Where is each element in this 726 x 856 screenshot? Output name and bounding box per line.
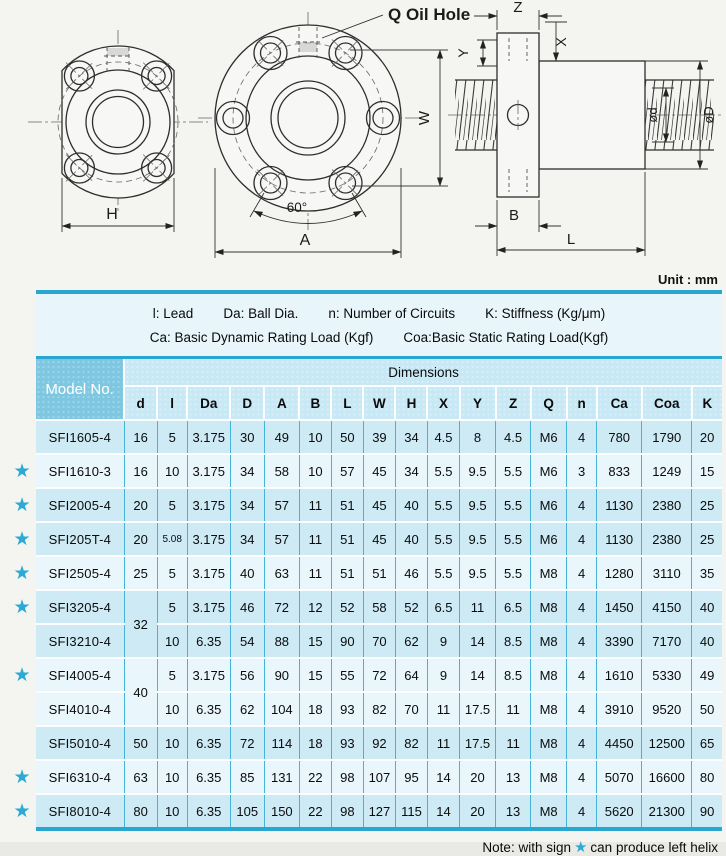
cell-X: 5.5 <box>427 556 459 590</box>
cell-L: 51 <box>331 522 363 556</box>
cell-l: 5 <box>157 590 187 624</box>
cell-Da: 3.175 <box>187 556 230 590</box>
cell-l: 5 <box>157 488 187 522</box>
cell-X: 14 <box>427 794 459 829</box>
table-row <box>8 488 722 522</box>
cell-K: 49 <box>692 658 722 692</box>
cell-Da: 6.35 <box>187 760 230 794</box>
cell-Da: 3.175 <box>187 420 230 454</box>
cell-Q: M8 <box>531 726 567 760</box>
cell-L: 51 <box>331 556 363 590</box>
cell-L: 55 <box>331 658 363 692</box>
cell-H: 40 <box>395 522 427 556</box>
cell-Z: 11 <box>496 692 531 726</box>
cell-A: 88 <box>264 624 299 658</box>
cell-Y: 11 <box>460 590 496 624</box>
col-header-L: L <box>331 386 363 420</box>
legend-row <box>8 292 722 358</box>
cell-Q: M6 <box>531 522 567 556</box>
cell-B: 11 <box>299 556 331 590</box>
cell-B: 15 <box>299 624 331 658</box>
cell-X: 4.5 <box>427 420 459 454</box>
dim-label-od-nut: øD <box>701 106 716 124</box>
cell-H: 95 <box>395 760 427 794</box>
cell-H: 40 <box>395 488 427 522</box>
star-gutter <box>8 420 36 454</box>
cell-Z: 13 <box>496 794 531 829</box>
cell-Z: 11 <box>496 726 531 760</box>
col-header-B: B <box>299 386 331 420</box>
col-header-Q: Q <box>531 386 567 420</box>
cell-l: 10 <box>157 794 187 829</box>
col-header-D: D <box>230 386 264 420</box>
legend-item: Da: Ball Dia. <box>223 306 299 321</box>
cell-B: 18 <box>299 726 331 760</box>
cell-Ca: 4450 <box>597 726 642 760</box>
cell-Ca: 1130 <box>597 522 642 556</box>
cell-Da: 3.175 <box>187 590 230 624</box>
col-header-X: X <box>427 386 459 420</box>
cell-Coa: 7170 <box>642 624 692 658</box>
legend-item: Ca: Basic Dynamic Rating Load (Kgf) <box>149 329 374 345</box>
cell-Ca: 833 <box>597 454 642 488</box>
cell-W: 92 <box>363 726 395 760</box>
dim-label-z: Z <box>513 0 523 16</box>
cell-A: 57 <box>264 522 299 556</box>
cell-D: 105 <box>230 794 264 829</box>
cell-D: 62 <box>230 692 264 726</box>
cell-K: 80 <box>692 760 722 794</box>
star-gutter <box>8 624 36 658</box>
cell-H: 52 <box>395 590 427 624</box>
cell-Coa: 1790 <box>642 420 692 454</box>
cell-A: 49 <box>264 420 299 454</box>
dim-label-x: X <box>553 37 569 47</box>
cell-Y: 20 <box>460 794 496 829</box>
dim-label-h: H <box>106 206 118 223</box>
legend-item: l: Lead <box>152 306 194 321</box>
col-header-Coa: Coa <box>642 386 692 420</box>
cell-B: 11 <box>299 522 331 556</box>
cell-Ca: 1610 <box>597 658 642 692</box>
cell-D: 46 <box>230 590 264 624</box>
cell-Coa: 3110 <box>642 556 692 590</box>
col-header-H: H <box>395 386 427 420</box>
dim-label-60deg: 60° <box>286 200 308 215</box>
model-number: SFI2005-4 <box>36 488 124 522</box>
model-number: SFI1605-4 <box>36 420 124 454</box>
cell-Z: 13 <box>496 760 531 794</box>
left-helix-star-icon: ★ <box>8 522 36 556</box>
cell-Ca: 5070 <box>597 760 642 794</box>
cell-B: 11 <box>299 488 331 522</box>
cell-n: 4 <box>567 556 597 590</box>
legend-line-2 <box>36 326 722 350</box>
cell-A: 63 <box>264 556 299 590</box>
cell-n: 3 <box>567 454 597 488</box>
cell-Y: 14 <box>460 658 496 692</box>
cell-Coa: 2380 <box>642 488 692 522</box>
cell-d: 32 <box>124 590 157 658</box>
left-helix-star-icon: ★ <box>573 839 588 856</box>
cell-Y: 9.5 <box>460 522 496 556</box>
cell-Z: 8.5 <box>496 624 531 658</box>
cell-Ca: 1280 <box>597 556 642 590</box>
cell-X: 9 <box>427 658 459 692</box>
left-helix-star-icon: ★ <box>8 760 36 794</box>
cell-W: 72 <box>363 658 395 692</box>
cell-L: 98 <box>331 760 363 794</box>
cell-Q: M8 <box>531 590 567 624</box>
legend-line-1 <box>36 302 722 326</box>
cell-W: 45 <box>363 522 395 556</box>
cell-n: 4 <box>567 658 597 692</box>
cell-Ca: 5620 <box>597 794 642 829</box>
star-gutter <box>8 692 36 726</box>
table-row <box>8 556 722 590</box>
cell-Y: 8 <box>460 420 496 454</box>
cell-Da: 3.175 <box>187 522 230 556</box>
cell-Ca: 1450 <box>597 590 642 624</box>
model-number: SFI4010-4 <box>36 692 124 726</box>
cell-Coa: 9520 <box>642 692 692 726</box>
cell-L: 52 <box>331 590 363 624</box>
cell-L: 93 <box>331 726 363 760</box>
cell-X: 14 <box>427 760 459 794</box>
table-row <box>8 726 722 760</box>
cell-H: 34 <box>395 454 427 488</box>
cell-Z: 6.5 <box>496 590 531 624</box>
cell-l: 5 <box>157 658 187 692</box>
model-number: SFI3210-4 <box>36 624 124 658</box>
dim-label-w: W <box>416 110 433 126</box>
cell-B: 12 <box>299 590 331 624</box>
cell-A: 114 <box>264 726 299 760</box>
cell-l: 10 <box>157 760 187 794</box>
cell-L: 50 <box>331 420 363 454</box>
legend-item: Coa:Basic Static Rating Load(Kgf) <box>403 329 609 345</box>
cell-A: 58 <box>264 454 299 488</box>
cell-A: 131 <box>264 760 299 794</box>
cell-X: 5.5 <box>427 454 459 488</box>
model-number: SFI5010-4 <box>36 726 124 760</box>
cell-L: 90 <box>331 624 363 658</box>
col-header-l: l <box>157 386 187 420</box>
cell-Y: 9.5 <box>460 454 496 488</box>
cell-X: 5.5 <box>427 488 459 522</box>
cell-Y: 17.5 <box>460 692 496 726</box>
cell-n: 4 <box>567 726 597 760</box>
cell-W: 82 <box>363 692 395 726</box>
front-view-4hole-flange <box>28 30 208 232</box>
cell-l: 10 <box>157 454 187 488</box>
cell-d: 20 <box>124 522 157 556</box>
dim-label-y: Y <box>455 48 471 58</box>
cell-L: 93 <box>331 692 363 726</box>
cell-K: 40 <box>692 624 722 658</box>
cell-D: 56 <box>230 658 264 692</box>
model-number: SFI3205-4 <box>36 590 124 624</box>
cell-d: 63 <box>124 760 157 794</box>
cell-Y: 9.5 <box>460 488 496 522</box>
cell-H: 64 <box>395 658 427 692</box>
legend-item: n: Number of Circuits <box>328 306 456 321</box>
cell-W: 51 <box>363 556 395 590</box>
cell-K: 90 <box>692 794 722 829</box>
cell-B: 10 <box>299 454 331 488</box>
cell-n: 4 <box>567 488 597 522</box>
cell-Z: 8.5 <box>496 658 531 692</box>
cell-d: 16 <box>124 454 157 488</box>
cell-L: 51 <box>331 488 363 522</box>
left-helix-star-icon: ★ <box>8 794 36 829</box>
cell-K: 25 <box>692 488 722 522</box>
cell-W: 58 <box>363 590 395 624</box>
cell-Coa: 21300 <box>642 794 692 829</box>
model-number: SFI6310-4 <box>36 760 124 794</box>
legend-item: K: Stiffness (Kg/μm) <box>485 306 606 321</box>
star-gutter <box>8 358 36 421</box>
cell-Da: 6.35 <box>187 726 230 760</box>
cell-Q: M8 <box>531 760 567 794</box>
star-gutter <box>8 292 36 358</box>
header-row-1 <box>8 358 722 387</box>
cell-Coa: 5330 <box>642 658 692 692</box>
front-view-6hole-flange <box>198 5 470 258</box>
cell-W: 45 <box>363 454 395 488</box>
note-prefix: Note: with sign <box>482 840 571 856</box>
cell-n: 4 <box>567 522 597 556</box>
cell-Coa: 12500 <box>642 726 692 760</box>
cell-H: 34 <box>395 420 427 454</box>
cell-K: 65 <box>692 726 722 760</box>
cell-n: 4 <box>567 590 597 624</box>
cell-W: 45 <box>363 488 395 522</box>
cell-A: 150 <box>264 794 299 829</box>
cell-K: 50 <box>692 692 722 726</box>
cell-X: 6.5 <box>427 590 459 624</box>
col-header-n: n <box>567 386 597 420</box>
cell-n: 4 <box>567 624 597 658</box>
cell-Coa: 2380 <box>642 522 692 556</box>
cell-H: 46 <box>395 556 427 590</box>
cell-X: 5.5 <box>427 522 459 556</box>
table-row <box>8 760 722 794</box>
cell-Da: 6.35 <box>187 794 230 829</box>
cell-d: 40 <box>124 658 157 726</box>
table-row <box>8 794 722 829</box>
cell-l: 10 <box>157 726 187 760</box>
cell-B: 22 <box>299 794 331 829</box>
cell-D: 34 <box>230 488 264 522</box>
cell-W: 39 <box>363 420 395 454</box>
cell-d: 25 <box>124 556 157 590</box>
cell-L: 57 <box>331 454 363 488</box>
table-row <box>8 454 722 488</box>
left-helix-star-icon: ★ <box>8 658 36 692</box>
cell-Y: 9.5 <box>460 556 496 590</box>
cell-A: 90 <box>264 658 299 692</box>
cell-l: 10 <box>157 692 187 726</box>
table-row <box>8 658 722 692</box>
cell-Z: 5.5 <box>496 522 531 556</box>
cell-B: 22 <box>299 760 331 794</box>
col-header-Z: Z <box>496 386 531 420</box>
cell-d: 16 <box>124 420 157 454</box>
cell-l: 5.08 <box>157 522 187 556</box>
model-number: SFI205T-4 <box>36 522 124 556</box>
legend <box>36 292 722 358</box>
oil-hole-label: Q Oil Hole <box>388 5 471 24</box>
spec-table-body <box>8 420 722 829</box>
model-number: SFI8010-4 <box>36 794 124 829</box>
spec-table <box>8 290 722 831</box>
cell-Q: M6 <box>531 488 567 522</box>
cell-X: 11 <box>427 726 459 760</box>
cell-n: 4 <box>567 760 597 794</box>
left-helix-star-icon: ★ <box>8 556 36 590</box>
cell-W: 70 <box>363 624 395 658</box>
cell-D: 40 <box>230 556 264 590</box>
cell-Da: 3.175 <box>187 454 230 488</box>
dim-label-b: B <box>508 207 520 224</box>
col-header-K: K <box>692 386 722 420</box>
cell-Coa: 1249 <box>642 454 692 488</box>
col-header-Y: Y <box>460 386 496 420</box>
cell-Q: M8 <box>531 692 567 726</box>
cell-H: 82 <box>395 726 427 760</box>
note <box>0 831 722 856</box>
note-suffix: can produce left helix <box>590 840 718 856</box>
cell-Q: M8 <box>531 624 567 658</box>
cell-Ca: 3390 <box>597 624 642 658</box>
unit-label: Unit : mm <box>658 272 718 287</box>
cell-L: 98 <box>331 794 363 829</box>
cell-l: 5 <box>157 420 187 454</box>
cell-n: 4 <box>567 692 597 726</box>
col-header-A: A <box>264 386 299 420</box>
cell-X: 11 <box>427 692 459 726</box>
cell-K: 20 <box>692 420 722 454</box>
table-row <box>8 590 722 624</box>
cell-Ca: 780 <box>597 420 642 454</box>
table-row <box>8 624 722 658</box>
cell-K: 40 <box>692 590 722 624</box>
model-number: SFI2505-4 <box>36 556 124 590</box>
cell-n: 4 <box>567 794 597 829</box>
cell-A: 57 <box>264 488 299 522</box>
cell-Ca: 3910 <box>597 692 642 726</box>
cell-Z: 5.5 <box>496 454 531 488</box>
cell-Q: M8 <box>531 794 567 829</box>
model-no-header: Model No. <box>36 358 124 421</box>
cell-D: 85 <box>230 760 264 794</box>
col-header-d: d <box>124 386 157 420</box>
cell-Ca: 1130 <box>597 488 642 522</box>
cell-Z: 4.5 <box>496 420 531 454</box>
cell-Q: M6 <box>531 420 567 454</box>
cell-Z: 5.5 <box>496 488 531 522</box>
cell-Y: 17.5 <box>460 726 496 760</box>
dimensions-header: Dimensions <box>124 358 722 387</box>
cell-l: 10 <box>157 624 187 658</box>
cell-Da: 3.175 <box>187 488 230 522</box>
cell-D: 34 <box>230 522 264 556</box>
cell-K: 15 <box>692 454 722 488</box>
cell-Da: 6.35 <box>187 692 230 726</box>
cell-D: 54 <box>230 624 264 658</box>
model-number: SFI4005-4 <box>36 658 124 692</box>
dim-label-a: A <box>299 232 311 249</box>
cell-d: 50 <box>124 726 157 760</box>
star-gutter <box>8 726 36 760</box>
cell-D: 34 <box>230 454 264 488</box>
table-row <box>8 692 722 726</box>
cell-X: 9 <box>427 624 459 658</box>
cell-B: 18 <box>299 692 331 726</box>
table-row <box>8 420 722 454</box>
cell-l: 5 <box>157 556 187 590</box>
cell-A: 72 <box>264 590 299 624</box>
cell-Q: M6 <box>531 454 567 488</box>
cell-A: 104 <box>264 692 299 726</box>
col-header-Da: Da <box>187 386 230 420</box>
cell-H: 62 <box>395 624 427 658</box>
cell-Q: M8 <box>531 658 567 692</box>
cell-Coa: 16600 <box>642 760 692 794</box>
side-view-nut <box>448 0 724 256</box>
technical-drawing <box>0 0 726 272</box>
cell-Q: M8 <box>531 556 567 590</box>
cell-K: 35 <box>692 556 722 590</box>
cell-Da: 6.35 <box>187 624 230 658</box>
cell-B: 10 <box>299 420 331 454</box>
cell-Da: 3.175 <box>187 658 230 692</box>
cell-D: 30 <box>230 420 264 454</box>
cell-Y: 20 <box>460 760 496 794</box>
col-header-Ca: Ca <box>597 386 642 420</box>
cell-B: 15 <box>299 658 331 692</box>
cell-Y: 14 <box>460 624 496 658</box>
cell-D: 72 <box>230 726 264 760</box>
col-header-W: W <box>363 386 395 420</box>
cell-W: 127 <box>363 794 395 829</box>
left-helix-star-icon: ★ <box>8 590 36 624</box>
model-number: SFI1610-3 <box>36 454 124 488</box>
cell-Z: 5.5 <box>496 556 531 590</box>
cell-n: 4 <box>567 420 597 454</box>
table-row <box>8 522 722 556</box>
cell-W: 107 <box>363 760 395 794</box>
left-helix-star-icon: ★ <box>8 488 36 522</box>
dim-label-l: L <box>566 231 576 248</box>
cell-d: 20 <box>124 488 157 522</box>
cell-Coa: 4150 <box>642 590 692 624</box>
cell-K: 25 <box>692 522 722 556</box>
left-helix-star-icon: ★ <box>8 454 36 488</box>
dim-label-od-shaft: ød <box>645 107 660 123</box>
cell-H: 115 <box>395 794 427 829</box>
cell-d: 80 <box>124 794 157 829</box>
cell-H: 70 <box>395 692 427 726</box>
